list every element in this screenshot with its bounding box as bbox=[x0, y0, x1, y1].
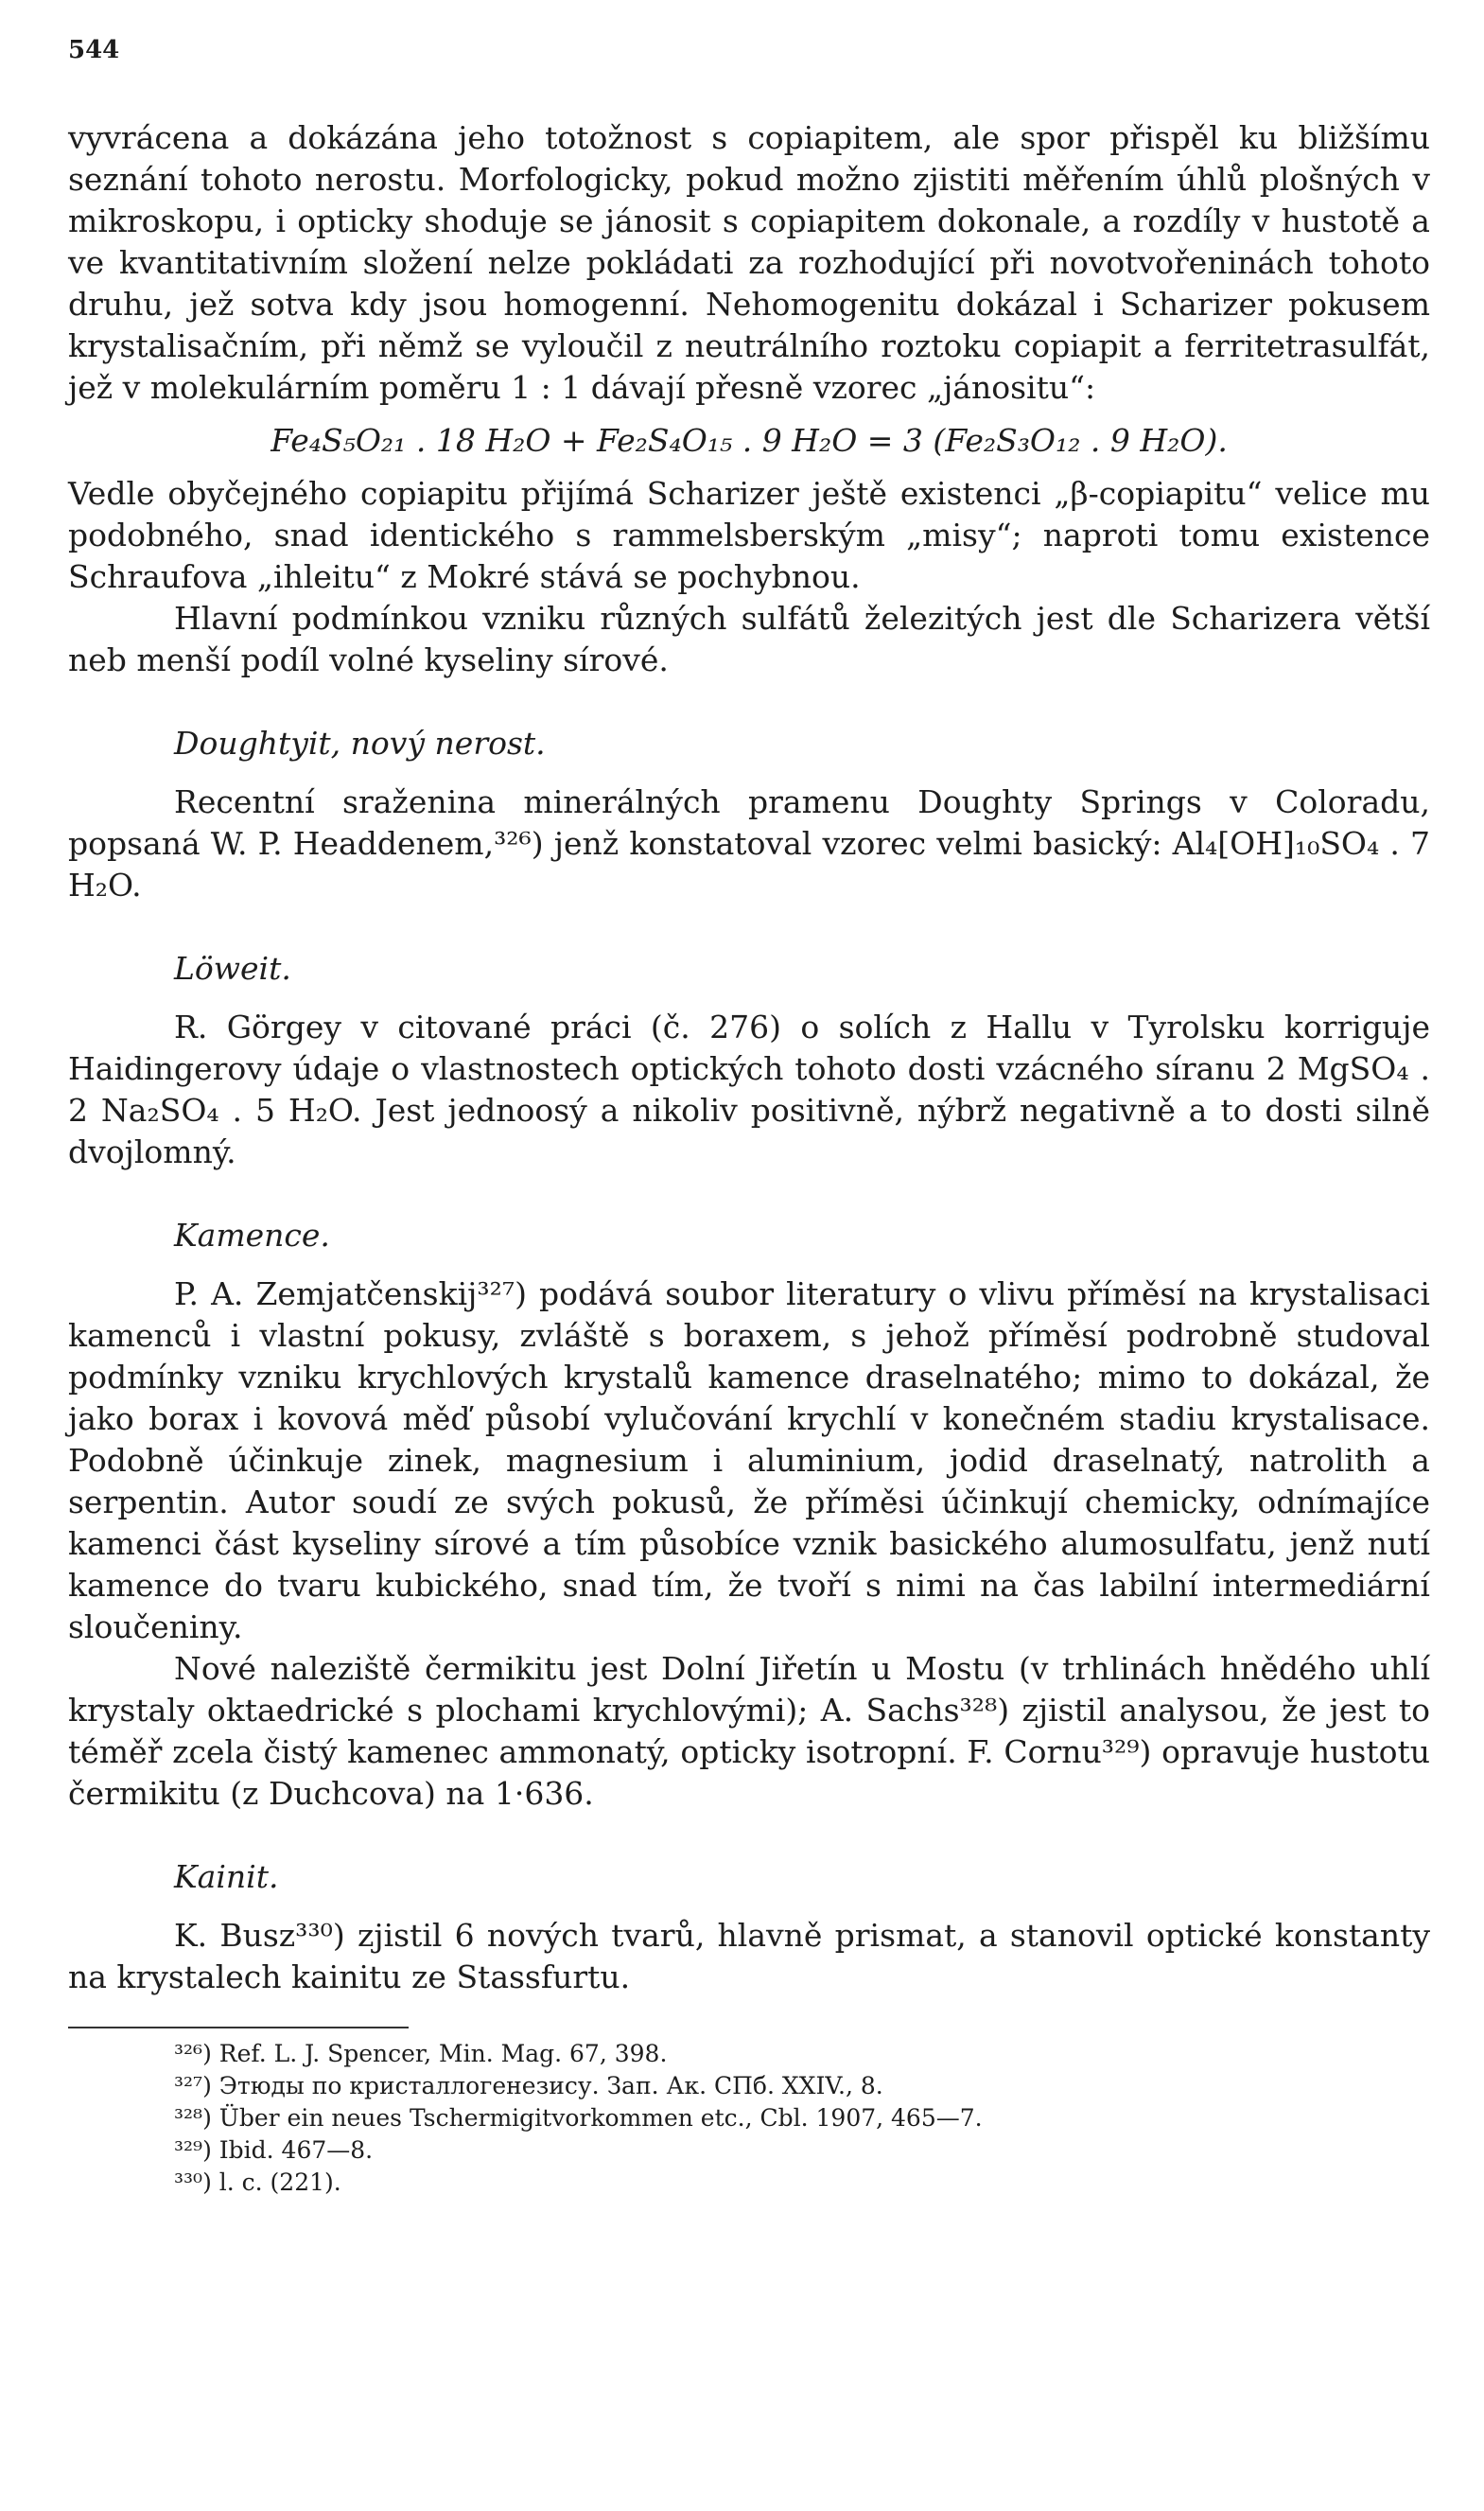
paragraph-loweit: R. Görgey v citované práci (č. 276) o solích z Hallu v Tyrolsku korriguje Haidingerovy údaje o vlastnostech optických tohoto dosti vzácného síranu 2 MgSO₄ . 2 Na₂SO₄ . 5 H₂O. Jest jednoosý a nikoliv positivně, nýbrž negativně a to dosti silně dvojlomný. bbox=[68, 1009, 1430, 1170]
footnote-330: ³³⁰) l. c. (221). bbox=[174, 2169, 341, 2196]
paragraph-copiapit: vyvrácena a dokázána jeho totožnost s copiapitem, ale spor přispěl ku bližšímu seznání tohoto nerostu. Morfologicky, pokud možno zjistiti měřením úhlů plošných v mikroskopu, i opticky shoduje se jánosit s copiapitem dokonale, a rozdíly v hustotě a ve kvantitativním složení nelze pokládati za rozhodující při novotvořeninách tohoto druhu, jež sotva kdy jsou homogenní. Nehomogenitu dokázal i Scharizer pokusem krystalisačním, při němž se vyloučil z neutrálního roztoku copiapit a ferritetrasulfát, jež v molekulárním poměru 1 : 1 dávají přesně vzorec „jánositu“: bbox=[68, 119, 1430, 406]
heading-doughtyit: Doughtyit, nový nerost. bbox=[174, 725, 546, 762]
footnote-328: ³²⁸) Über ein neues Tschermigitvorkommen etc., Cbl. 1907, 465—7. bbox=[174, 2104, 983, 2132]
chemical-formula: Fe₄S₅O₂₁ . 18 H₂O + Fe₂S₄O₁₅ . 9 H₂O = 3 (Fe₂S₃O₁₂ . 9 H₂O). bbox=[271, 422, 1228, 459]
heading-loweit: Löweit. bbox=[174, 950, 291, 987]
paragraph-cermikit: Nové naleziště čermikitu jest Dolní Jiřetín u Mostu (v trhlinách hnědého uhlí krystaly oktaedrické s plochami krychlovými); A. Sachs³²⁸) zjistil analysou, že jest to téměř zcela čistý kamenec ammonatý, opticky isotropní. F. Cornu³²⁹) opravuje hustotu čermikitu (z Duchcova) na 1·636. bbox=[68, 1650, 1430, 1812]
footnote-326: ³²⁶) Ref. L. J. Spencer, Min. Mag. 67, 398. bbox=[174, 2040, 668, 2067]
footnote-329: ³²⁹) Ibid. 467—8. bbox=[174, 2136, 374, 2164]
paragraph-doughtyit: Recentní sraženina minerálných pramenu Doughty Springs v Coloradu, popsaná W. P. Headdenem,³²⁶) jenž konstatoval vzorec velmi basický: Al₄[OH]₁₀SO₄ . 7 H₂O. bbox=[68, 783, 1430, 904]
paragraph-sulfate-conditions: Hlavní podmínkou vzniku různých sulfátů železitých jest dle Scharizera větší neb menší podíl volné kyseliny sírové. bbox=[68, 600, 1430, 678]
heading-kamence: Kamence. bbox=[174, 1217, 330, 1254]
paragraph-kamence: P. A. Zemjatčenskij³²⁷) podává soubor literatury o vlivu příměsí na krystalisaci kamenců i vlastní pokusy, zvláště s boraxem, s jehož příměsí podrobně studoval podmínky vzniku krychlových krystalů kamence draselnatého; mimo to dokázal, že jako borax i kovová měď působí vylučování krychlí v konečném stadiu krystalisace. Podobně účinkuje zinek, magnesium i aluminium, jodid draselnatý, natrolith a serpentin. Autor soudí ze svých pokusů, že příměsi účinkují chemicky, odnímajíce kamenci část kyseliny sírové a tím působíce vznik basického alumosulfatu, jenž nutí kamence do tvaru kubického, snad tím, že tvoří s nimi na čas labilní intermediární sloučeniny. bbox=[68, 1275, 1430, 1645]
paragraph-kainit: K. Busz³³⁰) zjistil 6 nových tvarů, hlavně prismat, a stanovil optické konstanty na krystalech kainitu ze Stassfurtu. bbox=[68, 1917, 1430, 1995]
heading-kainit: Kainit. bbox=[174, 1858, 279, 1895]
footnote-divider bbox=[68, 2027, 409, 2028]
footnote-327: ³²⁷) Этюды по кристаллогенезису. Зап. Ак. СПб. XXIV., 8. bbox=[174, 2072, 883, 2099]
paragraph-beta-copiapit: Vedle obyčejného copiapitu přijímá Scharizer ještě existenci „β-copiapitu“ velice mu podobného, snad identického s rammelsberským „misy“; naproti tomu existence Schraufova „ihleitu“ z Mokré stává se pochybnou. bbox=[68, 475, 1430, 595]
page bbox=[68, 38, 1430, 2199]
page-number: 544 bbox=[68, 36, 120, 64]
